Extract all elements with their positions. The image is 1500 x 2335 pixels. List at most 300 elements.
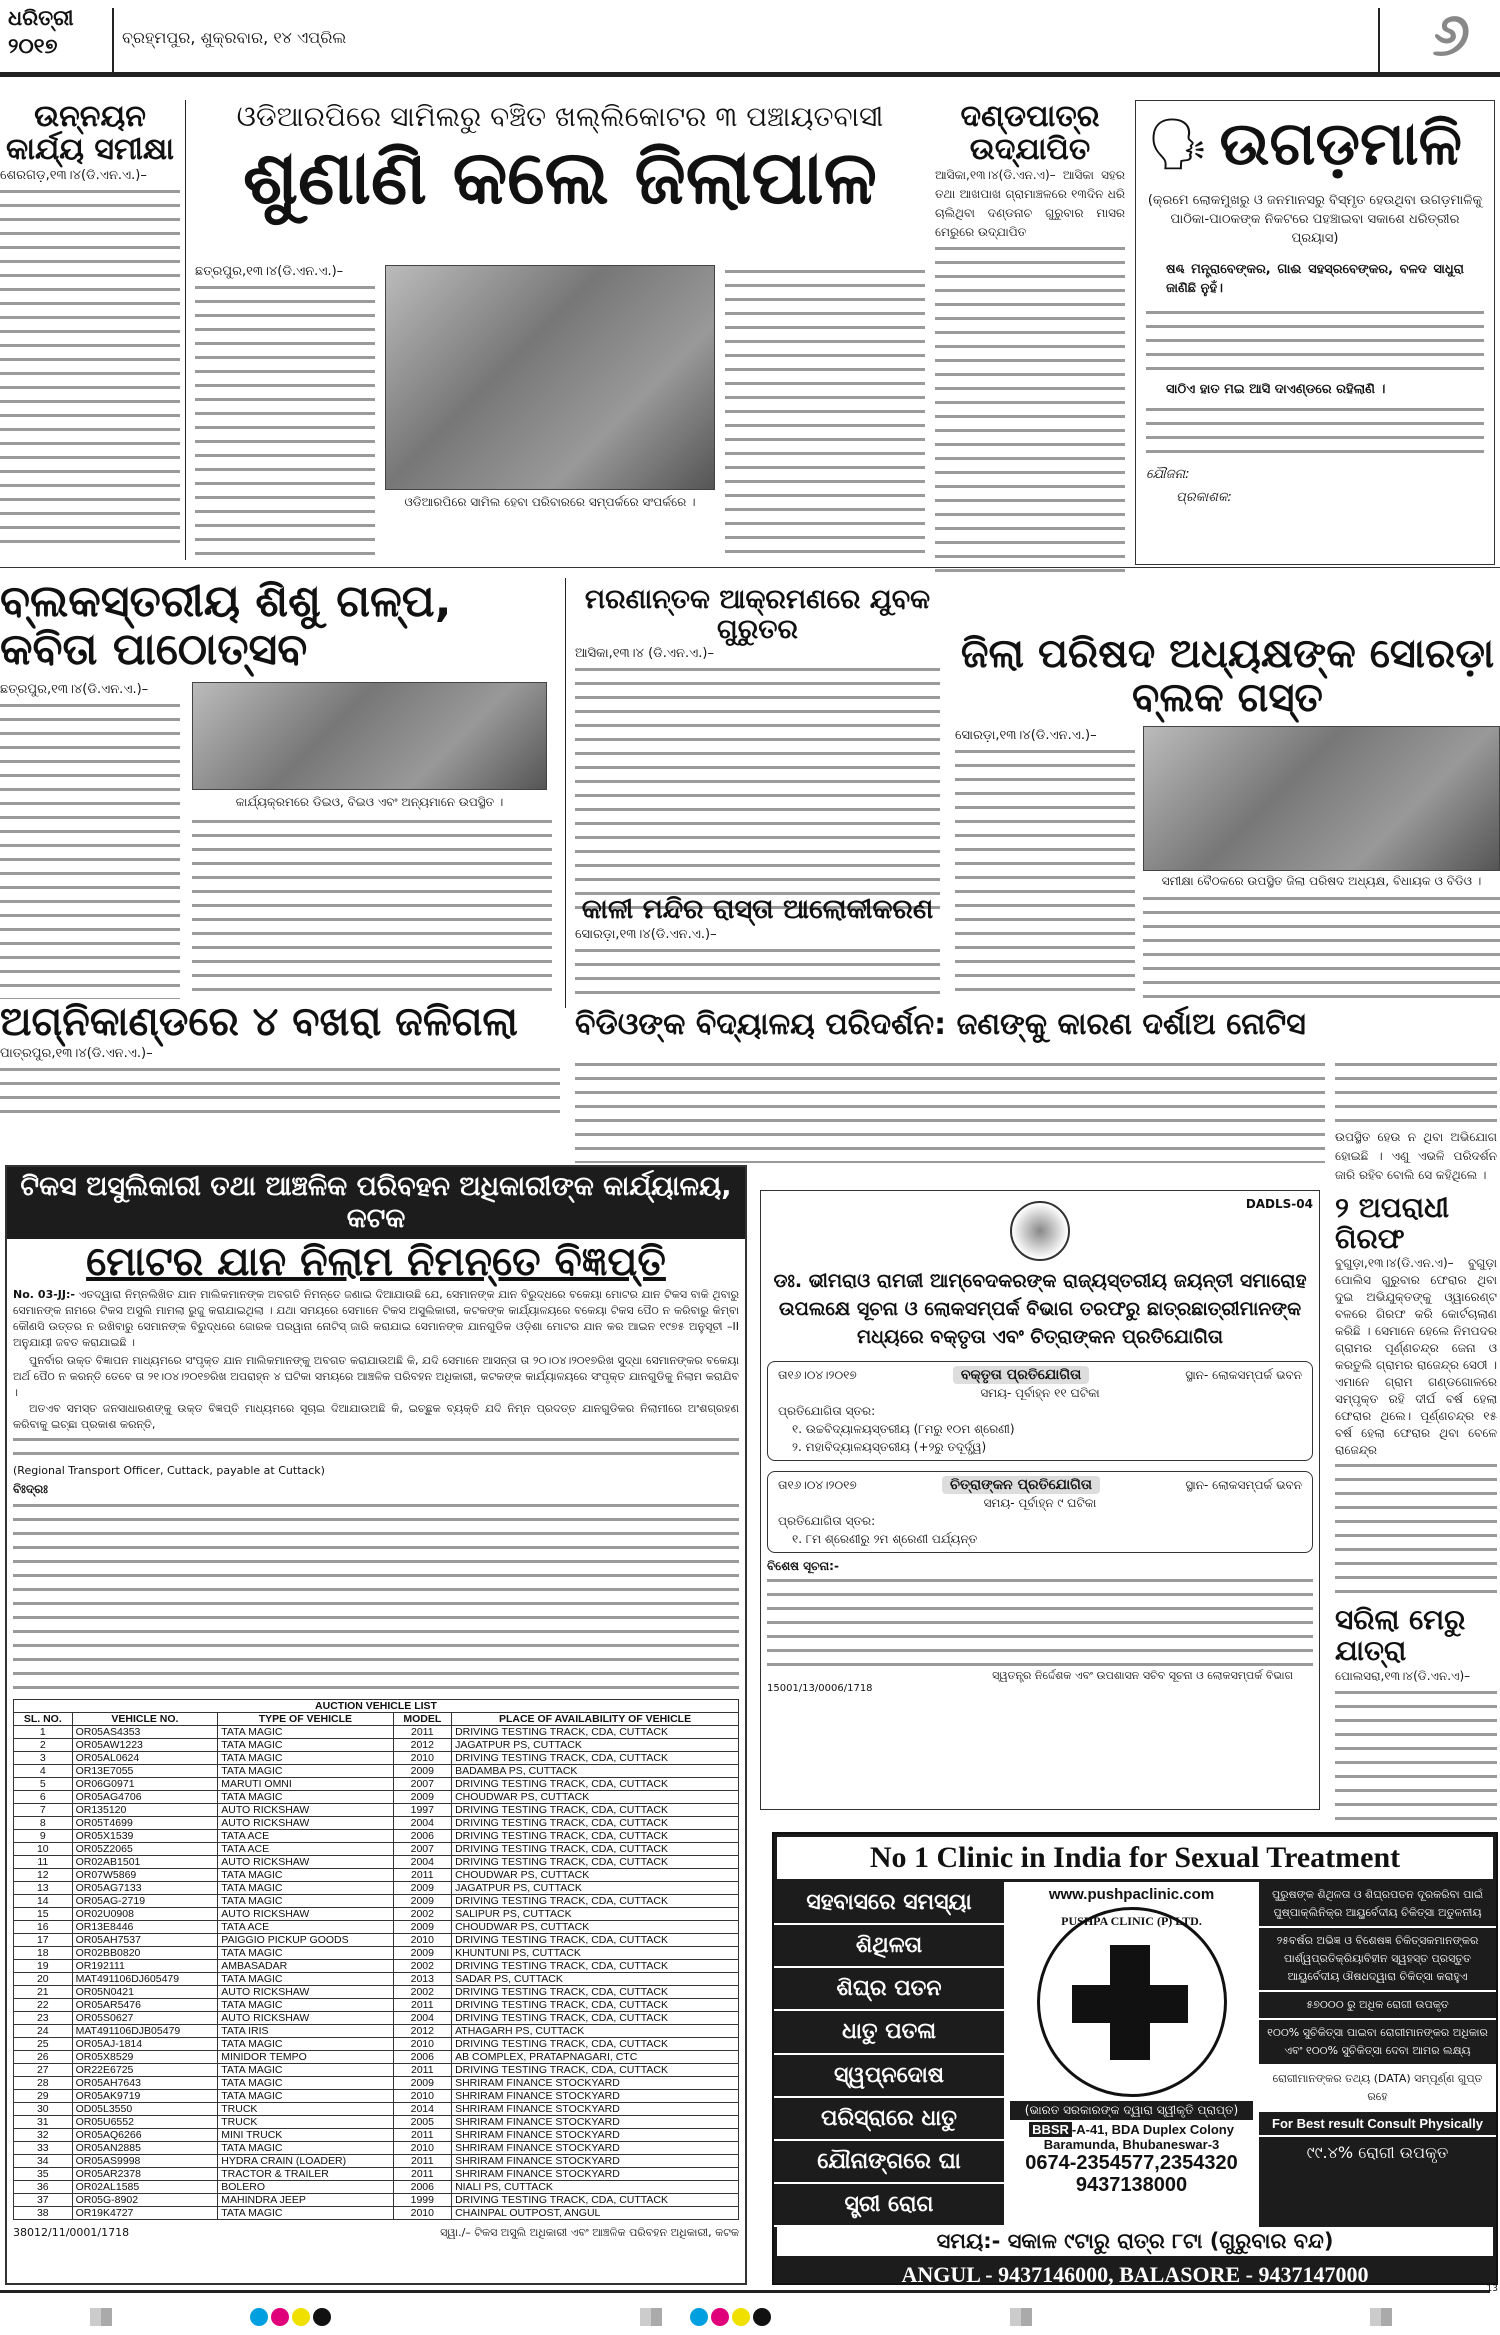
gray-swatch xyxy=(640,2308,662,2326)
notice-office: ଟିକସ ଅସୁଲିକାରୀ ତଥା ଆଞ୍ଚଳିକ ପରିବହନ ଅଧିକାରୀଙ୍କ କାର୍ଯ୍ୟାଳୟ, କଟକ xyxy=(7,1167,745,1239)
table-cell: OR05X8529 xyxy=(72,2051,218,2064)
table-cell: OR05U6552 xyxy=(72,2116,218,2129)
story-bdo-tail: ଉପସ୍ଥିତ ହେଉ ନ ଥିବା ଅଭିଯୋଗ ହୋଇଛି । ଏଣୁ ଏଭଳି ପରିଦର୍ଶନ ଜାରି ରହିବ ବୋଲି ସେ କହିଥିଲେ । xyxy=(1335,1130,1497,1183)
table-cell: 28 xyxy=(14,2077,73,2090)
claim-item: ୧୦୦% ସୁଚିକିତ୍ସା ପାଇବା ରୋଗୀମାନଙ୍କର ଅଧିକାର ଏବଂ ୧୦୦% ସୁଚିକିତ୍ସା ଦେବା ଆମର ଲକ୍ଷ୍ୟ xyxy=(1259,2020,1496,2066)
table-cell: DRIVING TESTING TRACK, CDA, CUTTACK xyxy=(452,2038,739,2051)
table-cell: 37 xyxy=(14,2194,73,2207)
table-cell: 2010 xyxy=(393,1934,452,1947)
table-cell: TATA IRIS xyxy=(218,2025,393,2038)
table-row xyxy=(14,1908,739,1921)
competition-name: ବକ୍ତୃତା ପ୍ରତିଯୋଗିତା xyxy=(953,1366,1089,1384)
table-cell: OR05AH7537 xyxy=(72,1934,218,1947)
problem-item: ଧାତୁ ପତଳା xyxy=(774,2011,1004,2054)
table-cell: 2002 xyxy=(393,1908,452,1921)
table-row xyxy=(14,2077,739,2090)
competition-time: ସମୟ- ପୂର୍ବାହ୍ନ ୧୧ ଘଟିକା xyxy=(980,1386,1100,1400)
table-cell: 10 xyxy=(14,1843,73,1856)
table-cell: PAIGGIO PICKUP GOODS xyxy=(218,1934,393,1947)
table-cell: CHOUDWAR PS, CUTTACK xyxy=(452,1869,739,1882)
gray-swatch xyxy=(1370,2308,1392,2326)
table-cell: 20 xyxy=(14,1973,73,1986)
text-column xyxy=(955,745,1135,1000)
table-row xyxy=(14,1817,739,1830)
pushpa-clinic-logo: PUSHPA CLINIC (P) LTD. xyxy=(1037,1907,1227,2097)
table-cell: SALIPUR PS, CUTTACK xyxy=(452,1908,739,1921)
divider xyxy=(1378,8,1380,72)
clinic-timing: ସମୟ:- ସକାଳ ୯ଟାରୁ ରାତ୍ର ୮ଟା (ଗୁରୁବାର ବନ୍ଦ) xyxy=(777,2227,1493,2256)
dateline: ଛତ୍ରପୁର,୧୩।୪(ଡି.ଏନ.ଏ.)– xyxy=(195,264,344,279)
rto-auction-notice: ଟିକସ ଅସୁଲିକାରୀ ତଥା ଆଞ୍ଚଳିକ ପରିବହନ ଅଧିକାରୀଙ୍କ କାର୍ଯ୍ୟାଳୟ, କଟକ ମୋଟର ଯାନ ନିଲାମ ନିମନ୍ତେ ବିଜ୍ଞପ୍ତି No. 03-JJ:- ଏତଦ୍ୱାରା ନିମ୍ନଲିଖିତ ଯାନ ମାଲିକମାନଙ୍କ ଅବଗତି ନିମନ୍ତେ ଜଣାଇ ଦିଆଯାଉଛି ଯେ, ସେମାନଙ୍କ ଯାନ ବିରୁଦ୍ଧରେ ବକେୟା ମୋଟର ଯାନ ଟିକସ ବାକି ଥିବାରୁ ସେମାନଙ୍କ ନାମରେ ଟିକସ ଅସୁଲି ମାମଲା ରୁଜୁ କରାଯାଇଥିଲା । ଯଥା ସମୟରେ ସେମାନେ ଟିକସ ଅସୁଲିକାରୀ, କଟକଙ୍କ କାର୍ଯ୍ୟାଳୟରେ ବକେୟା ଟିକସ ପୈଠ ନ କରିବାରୁ କିମ୍ବା କୌଣସି ଉତ୍ତର ନ ରଖିବାରୁ ସେମାନଙ୍କ ବିରୁଦ୍ଧରେ ଜୋରକ ପରୱାନା ନୋଟିସ୍ ଜାରି କରାଯାଇ ସେମାନଙ୍କ ଯାନଗୁଡିକ ଓଡ଼ିଶା ମୋଟର ଯାନ କର ଆଇନ ୧୯୭୫ ଅନୁସୂଚୀ –II ଅନୁଯାୟୀ ଜବତ କରାଯାଇଛି । ପୁନର୍ବାର ଉକ୍ତ ବିଜ୍ଞାପନ ମାଧ୍ୟମରେ ସଂପୃକ୍ତ ଯାନ ମାଲିକମାନଙ୍କୁ ଅବଗତ କରାଯାଉଅଛି କି, ଯଦି ସେମାନେ ଆସନ୍ତା ତା ୨୦।୦୪।୨୦୧୭ରିଖ ସୁଦ୍ଧା ସେମାନଙ୍କର ବକେୟା ଅର୍ଥ ପୈଠ ନ କରନ୍ତି ତେବେ ତା ୨୧।୦୪।୨୦୧୭ରିଖ ଅପରାହ୍ନ ୪ ଘଟିକା ସମୟରେ ଆଞ୍ଚଳିକ ପରିବହନ ଅଧିକାରୀ, କଟକଙ୍କ କାର୍ଯ୍ୟାଳୟରେ ସଂପୃକ୍ତ ଯାନଗୁଡିକୁ ନିଲାମ କରାଯିବ । ଅତଏବ ସମସ୍ତ ଜନସାଧାରଣଙ୍କୁ ଉକ୍ତ ବିଜ୍ଞପ୍ତି ମାଧ୍ୟମରେ ସୂଚାଇ ଦିଆଯାଉଅଛି କି, ଇଚ୍ଛୁକ ବ୍ୟକ୍ତି ଯଦି ନିମ୍ନ ପ୍ରଦତ୍ତ ଯାନଗୁଡିକର ନିଲାମୀରେ ଅଂଶଗ୍ରହଣ କରିବାକୁ ଇଚ୍ଛା ପ୍ରକାଶ କରନ୍ତି, (Regional Transport Officer, Cuttack, payable at Cuttack) ବିଃଦ୍ରଃ AUCTION VEHICLE LIST SL. NO. VEHICLE NO. TYPE OF VEHICLE MODEL PLACE OF AVAILABILITY OF VEHICLE 1 OR05AS4353 TATA MAGIC 2011 DRIVING TESTING TRACK, CDA, CUTTACK 2 OR05AW1223 TATA MAGIC 2012 JAGATPUR PS, CUTTACK 3 OR05AL0624 TATA MAGIC 2010 DRIVING TESTING TRACK, CDA, CUTTACK 4 OR13E7055 TATA MAGIC 2009 BADAMBA PS, CUTTACK 5 OR06G0971 MARUTI OMNI 2007 DRIVING TESTING TRACK, CDA, CUTTACK 6 OR05AG4706 TATA MAGIC 2009 CHOUDWAR PS, CUTTACK 7 OR135120 AUTO RICKSHAW 1997 DRIVING TESTING TRACK, CDA, CUTTACK 8 OR05T4699 AUTO RICKSHAW 2004 DRIVING TESTING TRACK, CDA, CUTTACK 9 OR05X1539 TATA ACE 2006 DRIVING TESTING TRACK, CDA, CUTTACK 10 OR05Z2065 TATA ACE 2007 DRIVING TESTING TRACK, CDA, CUTTACK 11 OR02AB1501 AUTO RICKSHAW 2004 DRIVING TESTING TRACK, CDA, CUTTACK 12 OR07W5869 TATA MAGIC 2011 CHOUDWAR PS, CUTTACK 13 OR05AG7133 TATA MAGIC 2009 JAGATPUR PS, CUTTACK 14 OR05AG-2719 TATA MAGIC 2009 DRIVING TESTING TRACK, CDA, CUTTACK 15 OR02U0908 AUTO RICKSHAW 2002 SALIPUR PS, CUTTACK 16 OR13E8446 TATA ACE 2009 CHOUDWAR PS, CUTTACK 17 OR05AH7537 PAIGGIO PICKUP GOODS 2010 DRIVING TESTING TRACK, CDA, CUTTACK 18 OR02BB0820 TATA MAGIC 2009 KHUNTUNI PS, CUTTACK 19 OR192111 AMBASADAR 2002 DRIVING TESTING TRACK, CDA, CUTTACK 20 MAT491106DJ605479 TATA MAGIC 2013 SADAR PS, CUTTACK 21 OR05N0421 AUTO RICKSHAW 2002 DRIVING TESTING TRACK, CDA, CUTTACK 22 OR05AR5476 TATA MAGIC 2011 DRIVING TESTING TRACK, CDA, CUTTACK 23 OR05S0627 AUTO RICKSHAW 2004 DRIVING TESTING TRACK, CDA, CUTTACK 24 MAT491106DJB05479 TATA IRIS 2012 ATHAGARH PS, CUTTACK 25 OR05AJ-1814 TATA MAGIC 2010 DRIVING TESTING TRACK, CDA, CUTTACK 26 OR05X8529 MINIDOR TEMPO 2006 AB COMPLEX, PRATAPNAGARI, CTC 27 OR22E6725 TATA MAGIC 2011 DRIVING TESTING TRACK, CDA, CUTTACK 28 OR05AH7643 TATA MAGIC 2009 SHRIRAM FINANCE STOCKYARD 29 OR05AK9719 TATA MAGIC 2010 SHRIRAM FINANCE STOCKYARD 30 OD05L3550 TRUCK 2014 SHRIRAM FINANCE STOCKYARD 31 OR05U6552 TRUCK 2005 SHRIRAM FINANCE STOCKYARD 32 OR05AQ6266 MINI TRUCK 2011 SHRIRAM FINANCE STOCKYARD 33 OR05AN2885 TATA MAGIC 2010 SHRIRAM FINANCE STOCKYARD 34 OR05AS9998 HYDRA CRAIN (LOADER) 2011 SHRIRAM FINANCE STOCKYARD 35 OR05AR2378 TRACTOR & TRAILER 2011 SHRIRAM FINANCE STOCKYARD 36 OR02AL1585 BOLERO 2006 NIALI PS, CUTTACK 37 OR05G-8902 MAHINDRA JEEP 1999 DRIVING TESTING TRACK, CDA, CUTTACK 38 OR19K4727 TATA MAGIC 2010 CHAINPAL OUTPOST, ANGUL 38012/11/0001/1718 ସ୍ୱା./– ଟିକସ ଅସୁଲି ଅଧିକାରୀ ଏବଂ ଆଞ୍ଚଳିକ ପରିବହନ ଅଧିକାରୀ, କଟକ xyxy=(5,1165,747,2285)
column-header: SL. NO. xyxy=(14,1713,73,1726)
table-cell: 2009 xyxy=(393,2077,452,2090)
divider xyxy=(185,100,186,560)
table-cell: DRIVING TESTING TRACK, CDA, CUTTACK xyxy=(452,1895,739,1908)
table-cell: OR05S0627 xyxy=(72,2012,218,2025)
table-cell: DRIVING TESTING TRACK, CDA, CUTTACK xyxy=(452,2064,739,2077)
table-cell: AB COMPLEX, PRATAPNAGARI, CTC xyxy=(452,2051,739,2064)
table-cell: MAT491106DJB05479 xyxy=(72,2025,218,2038)
competition-box xyxy=(767,1361,1313,1461)
table-row xyxy=(14,1726,739,1739)
story-bdo xyxy=(575,1008,1500,1041)
text-column xyxy=(575,1058,1325,1163)
consult-note: For Best result Consult Physically xyxy=(1259,2112,1496,2137)
table-row xyxy=(14,1739,739,1752)
table-cell: TATA MAGIC xyxy=(218,1726,393,1739)
table-row xyxy=(14,1986,739,1999)
table-cell: DRIVING TESTING TRACK, CDA, CUTTACK xyxy=(452,1856,739,1869)
table-cell: 8 xyxy=(14,1817,73,1830)
text-column xyxy=(1146,306,1484,376)
table-cell: OR13E7055 xyxy=(72,1765,218,1778)
table-row xyxy=(14,2064,739,2077)
table-cell: DRIVING TESTING TRACK, CDA, CUTTACK xyxy=(452,1752,739,1765)
table-row xyxy=(14,1999,739,2012)
table-row xyxy=(14,2168,739,2181)
table-cell: OR05AG-2719 xyxy=(72,1895,218,1908)
right-column xyxy=(1335,1058,1497,1826)
registration-dot xyxy=(250,2308,268,2326)
table-cell: OR05AJ-1814 xyxy=(72,2038,218,2051)
table-row xyxy=(14,2129,739,2142)
level-label: ପ୍ରତିଯୋଗିତା ସ୍ତର: xyxy=(778,1514,876,1528)
table-cell: 15 xyxy=(14,1908,73,1921)
photo-caption: ଓଡିଆରପିରେ ସାମିଲ ହେବା ପରିବାରରେ ସମ୍ପର୍କରେ ସଂପର୍କରେ । xyxy=(404,495,696,509)
table-cell: 11 xyxy=(14,1856,73,1869)
dateline: ସୋରଡ଼ା,୧୩।୪(ଡି.ଏନ.ଏ.)– xyxy=(955,728,1097,743)
photo-children xyxy=(192,682,547,790)
table-cell: OR22E6725 xyxy=(72,2064,218,2077)
text-column xyxy=(1146,403,1484,463)
claim-item: ୫୭୦୦୦ ରୁ ଅଧିକ ରୋଗୀ ଉପକୃତ xyxy=(1259,1992,1496,2020)
registration-dot xyxy=(753,2308,771,2326)
table-cell: OR192111 xyxy=(72,1960,218,1973)
table-cell: SHRIRAM FINANCE STOCKYARD xyxy=(452,2168,739,2181)
competition-time: ସମୟ- ପୂର୍ବାହ୍ନ ୯ ଘଟିକା xyxy=(983,1496,1097,1510)
registration-dot xyxy=(313,2308,331,2326)
table-cell: 2009 xyxy=(393,1921,452,1934)
odisha-emblem-icon xyxy=(1010,1201,1070,1261)
story-zilla-parishad xyxy=(955,632,1500,1000)
table-cell: TATA MAGIC xyxy=(218,2142,393,2155)
headline: ଶୁଣାଣି କଲେ ଜିଲାପାଳ xyxy=(243,135,877,221)
table-row xyxy=(14,1947,739,1960)
clinic-logo-panel: www.pushpaclinic.com PUSHPA CLINIC (P) LTD. (ଭାରତ ସରକାରଙ୍କ ଦ୍ୱାରା ସ୍ୱୀକୃତି ପ୍ରାପ୍ତ) BBSR -A-41, BDA Duplex Colony Baramunda, Bhubaneswar-3 0674-2354577,2354320 9437138000 xyxy=(1004,1882,1259,2227)
headline: ବିଡିଓଙ୍କ ବିଦ୍ୟାଳୟ ପରିଦର୍ଶନ: ଜଣଙ୍କୁ କାରଣ ଦର୍ଶାଅ ନୋଟିସ xyxy=(575,1007,1306,1042)
headline: ଅଗ୍ନିକାଣ୍ଡରେ ୪ ବଖରା ଜଳିଗଲା xyxy=(0,999,518,1045)
story-meru xyxy=(1335,1605,1497,1686)
text-column xyxy=(1143,892,1500,1000)
page-number: ୬ xyxy=(1432,0,1470,70)
table-cell: CHOUDWAR PS, CUTTACK xyxy=(452,1791,739,1804)
table-cell: TATA MAGIC xyxy=(218,1973,393,1986)
table-cell: TATA MAGIC xyxy=(218,2090,393,2103)
table-row xyxy=(14,2207,739,2220)
table-row xyxy=(14,2155,739,2168)
text-column xyxy=(13,1433,739,1461)
table-cell: 2010 xyxy=(393,2038,452,2051)
table-cell: 16 xyxy=(14,1921,73,1934)
table-cell: OR05AR5476 xyxy=(72,1999,218,2012)
headline: କାଳୀ ମନ୍ଦିର ରାସ୍ତା ଆଲୋକୀକରଣ xyxy=(581,894,934,925)
table-row xyxy=(14,1934,739,1947)
problem-item: ସ୍ତ୍ରୀ ରୋଗ xyxy=(774,2184,1004,2227)
text-column xyxy=(1335,1686,1497,1826)
table-cell: ATHAGARH PS, CUTTACK xyxy=(452,2025,739,2038)
headline: ବ୍ଲକସ୍ତରୀୟ ଶିଶୁ ଗଳ୍ପ, କବିତା ପାଠୋତ୍ସବ xyxy=(0,576,452,676)
notice-title: ମୋଟର ଯାନ ନିଲାମ ନିମନ୍ତେ ବିଜ୍ଞପ୍ତି xyxy=(86,1239,666,1285)
clinic-branches: ANGUL - 9437146000, BALASORE - 9437147000 xyxy=(901,2262,1369,2287)
table-cell: TATA ACE xyxy=(218,1830,393,1843)
masthead-logo xyxy=(8,4,108,60)
text-column xyxy=(935,242,1125,572)
table-cell: 2011 xyxy=(393,1869,452,1882)
competition-name: ଚିତ୍ରାଙ୍କନ ପ୍ରତିଯୋଗିତା xyxy=(942,1476,1100,1494)
table-cell: OR05AQ6266 xyxy=(72,2129,218,2142)
text-column xyxy=(767,1574,1313,1669)
phone-number: 0674-2354577,2354320 xyxy=(1025,2152,1238,2174)
kicker: ଓଡିଆରପିରେ ସାମିଲରୁ ବଞ୍ଚିତ ଖଲ୍ଲିକୋଟର ୩ ପଞ୍ଚାୟତବାସୀ xyxy=(236,100,884,133)
table-row xyxy=(14,1960,739,1973)
table-cell: DRIVING TESTING TRACK, CDA, CUTTACK xyxy=(452,1830,739,1843)
table-cell: SHRIRAM FINANCE STOCKYARD xyxy=(452,2103,739,2116)
table-row xyxy=(14,1856,739,1869)
table-cell: MAHINDRA JEEP xyxy=(218,2194,393,2207)
table-cell: OR05G-8902 xyxy=(72,2194,218,2207)
notice-title: ଡଃ. ଭୀମରାଓ ରାମଜୀ ଆମ୍ବେଦକରଙ୍କ ରାଜ୍ୟସ୍ତରୀୟ ଜୟନ୍ତୀ ସମାରୋହ ଉପଲକ୍ଷେ ସୂଚନା ଓ ଲୋକସମ୍ପର୍କ ବିଭାଗ ତରଫରୁ ଛାତ୍ରଛାତ୍ରୀମାନଙ୍କ ମଧ୍ୟରେ ବକ୍ତୃତା ଏବଂ ଚିତ୍ରାଙ୍କନ ପ୍ରତିଯୋଗିତା xyxy=(773,1270,1307,1348)
column-header: VEHICLE NO. xyxy=(72,1713,218,1726)
table-row xyxy=(14,1752,739,1765)
text-column xyxy=(0,699,180,999)
masthead-title: ଧରିତ୍ରୀ xyxy=(8,6,74,30)
table-cell: 2010 xyxy=(393,2207,452,2220)
story-children-festival xyxy=(0,578,560,675)
table-cell: DRIVING TESTING TRACK, CDA, CUTTACK xyxy=(452,2194,739,2207)
table-cell: 4 xyxy=(14,1765,73,1778)
table-cell: TRUCK xyxy=(218,2103,393,2116)
table-cell: 34 xyxy=(14,2155,73,2168)
level-item: ୧. ଉଚ୍ଚବିଦ୍ୟାଳୟସ୍ତରୀୟ (୮ମରୁ ୧୦ମ ଶ୍ରେଣୀ) xyxy=(792,1422,1015,1436)
table-cell: 2011 xyxy=(393,1999,452,2012)
table-row xyxy=(14,1804,739,1817)
table-cell: OR02BB0820 xyxy=(72,1947,218,1960)
table-cell: JAGATPUR PS, CUTTACK xyxy=(452,1882,739,1895)
table-row xyxy=(14,2025,739,2038)
clinic-advertisement xyxy=(772,1832,1498,2285)
table-cell: 32 xyxy=(14,2129,73,2142)
table-row xyxy=(14,1921,739,1934)
table-cell: 23 xyxy=(14,2012,73,2025)
table-cell: 2010 xyxy=(393,1752,452,1765)
table-cell: 5 xyxy=(14,1778,73,1791)
table-cell: 2006 xyxy=(393,2051,452,2064)
ugadamali-box: 🗣 ଉଗଡ଼ମାଳି (କ୍ରମେ ଲୋକମୁଖରୁ ଓ ଜନମାନସରୁ ବିସ୍ମୃତ ହେଉଥିବା ଉଗଡ଼ମାଳିକୁ ପାଠିକା-ପାଠକଙ୍କ ନିକଟରେ ପହଞ୍ଚାଇବା ସକାଶେ ଧରିତ୍ରୀର ପ୍ରୟାସ) ଷଣ୍ଢ ମନ୍ତ୍ରାବେଙ୍କର, ଗାଈ ସହସ୍ରବେଙ୍କର, ବଳଦ ସାଧୁରା ଜାଣିଛି ନୁହଁ। ସାଠିଏ ହାତ ମଇ ଆସି ଦାଏଣ୍ଡରେ ରହିଲାଣି । ଯୌଜନା: ପ୍ରକାଶକ: xyxy=(1135,100,1495,565)
ad-code: DADLS-04 xyxy=(1245,1197,1313,1211)
text-column xyxy=(0,185,180,545)
table-cell: 13 xyxy=(14,1882,73,1895)
claim-item: ୨୫ବର୍ଷର ଅଭିଜ୍ଞ ଓ ବିଶେଷଜ୍ଞ ଚିକିତ୍ସକମାନଙ୍କର ପାର୍ଶ୍ୱପ୍ରତିକ୍ରିୟାବିହୀନ ସ୍ୱହସ୍ତ ପ୍ରସ୍ତୁତ ଆୟୁର୍ବେଦୀୟ ଔଷଧଦ୍ୱାରା ଚିକିତ୍ସା କରାହୁଏ xyxy=(1259,1928,1496,1992)
table-cell: 2002 xyxy=(393,1960,452,1973)
claim-item: ପୁରୁଷଙ୍କ ଶିଥିଳତା ଓ ଶିଘ୍ରପତନ ଦୂରକରିବା ପାଇଁ ପୁଷ୍ପାକ୍ଲିନିକ୍‌ର ଆୟୁର୍ବେଦୀୟ ଚିକିତ୍ସା ଅତୁଳନୀୟ xyxy=(1259,1882,1496,1928)
table-cell: OR05AS4353 xyxy=(72,1726,218,1739)
text-column xyxy=(13,1499,739,1699)
table-cell: 2004 xyxy=(393,2012,452,2025)
story-dandapatra: ଦଣ୍ଡପାତ୍ର ଉଦ୍‌ଯାପିତ ଆସିକା,୧୩।୪(ଡି.ଏନ.ଏ)– ଆସିକା ସହର ତଥା ଆଖପାଖ ଗ୍ରାମାଞ୍ଚଳରେ ୧୩ଦିନ ଧରି ଚାଲିଥିବା ଦଣ୍ଡନାଚ ଗୁରୁବାର ମାସର ମେରୁରେ ଉଦ୍‌ଯାପିତ xyxy=(935,100,1125,572)
problem-item: ଯୌନାଙ୍ଗରେ ଘା xyxy=(774,2141,1004,2184)
table-cell: TRACTOR & TRAILER xyxy=(218,2168,393,2181)
table-cell: SHRIRAM FINANCE STOCKYARD xyxy=(452,2142,739,2155)
table-cell: MINIDOR TEMPO xyxy=(218,2051,393,2064)
table-cell: OR05AW1223 xyxy=(72,1739,218,1752)
table-cell: CHOUDWAR PS, CUTTACK xyxy=(452,1921,739,1934)
table-cell: 27 xyxy=(14,2064,73,2077)
headline: ଦଣ୍ଡପାତ୍ର ଉଦ୍‌ଯାପିତ xyxy=(960,99,1100,167)
table-row xyxy=(14,2181,739,2194)
table-cell: 14 xyxy=(14,1895,73,1908)
table-cell: 2011 xyxy=(393,2129,452,2142)
story-hearing-body xyxy=(195,262,375,556)
table-cell: 18 xyxy=(14,1947,73,1960)
table-row xyxy=(14,1830,739,1843)
story-attack: ମରଣାନ୍ତକ ଆକ୍ରମଣରେ ଯୁବକ ଗୁରୁତର ଆସିକା,୧୩।୪ (ଡି.ଏନ.ଏ.)– xyxy=(575,585,940,918)
column-header: MODEL xyxy=(393,1713,452,1726)
sheet-number: 13 xyxy=(1486,2284,1498,2294)
text-column xyxy=(0,1063,560,1123)
table-cell: OD05L3550 xyxy=(72,2103,218,2116)
dateline: ପୋଲସରା,୧୩।୪(ଡି.ଏନ.ଏ)– xyxy=(1335,1668,1471,1683)
table-row xyxy=(14,1895,739,1908)
table-cell: 2010 xyxy=(393,2142,452,2155)
table-cell: TATA MAGIC xyxy=(218,2038,393,2051)
table-row xyxy=(14,1882,739,1895)
table-cell: SHRIRAM FINANCE STOCKYARD xyxy=(452,2090,739,2103)
table-cell: 26 xyxy=(14,2051,73,2064)
competition-date: ତା୧୬।୦୪।୨୦୧୭ xyxy=(778,1478,857,1492)
table-cell: 30 xyxy=(14,2103,73,2116)
table-cell: OR05AL0624 xyxy=(72,1752,218,1765)
table-cell: BOLERO xyxy=(218,2181,393,2194)
table-cell: 2004 xyxy=(393,1817,452,1830)
headline: ମରଣାନ୍ତକ ଆକ୍ରମଣରେ ଯୁବକ ଗୁରୁତର xyxy=(584,584,931,645)
table-cell: DRIVING TESTING TRACK, CDA, CUTTACK xyxy=(452,1934,739,1947)
table-cell: OR05T4699 xyxy=(72,1817,218,1830)
photo-caption: କାର୍ଯ୍ୟକ୍ରମରେ ଡିଇଓ, ବିଇଓ ଏବଂ ଅନ୍ୟମାନେ ଉପସ୍ଥିତ । xyxy=(235,795,504,809)
problem-item: ଶିଘ୍ର ପତନ xyxy=(774,1968,1004,2011)
table-cell: 2006 xyxy=(393,1830,452,1843)
table-cell: SHRIRAM FINANCE STOCKYARD xyxy=(452,2129,739,2142)
competition-venue: ସ୍ଥାନ- ଲୋକସମ୍ପର୍କ ଭବନ xyxy=(1185,1368,1302,1382)
table-cell: DRIVING TESTING TRACK, CDA, CUTTACK xyxy=(452,1778,739,1791)
table-cell: AUTO RICKSHAW xyxy=(218,1908,393,1921)
dateline: ଶେରଗଡ଼,୧୩।୪(ଡି.ଏନ.ଏ.)– xyxy=(0,168,147,183)
problem-item: ପରିସ୍ରାରେ ଧାତୁ xyxy=(774,2098,1004,2141)
table-cell: 2011 xyxy=(393,2064,452,2077)
headline: ଉନ୍ନୟନ କାର୍ଯ୍ୟ ସମୀକ୍ଷା xyxy=(5,99,175,167)
table-cell: DRIVING TESTING TRACK, CDA, CUTTACK xyxy=(452,1999,739,2012)
headline: ସରିଲା ମେରୁ ଯାତ୍ରା xyxy=(1335,1603,1466,1667)
table-cell: SADAR PS, CUTTACK xyxy=(452,1973,739,1986)
table-cell: MARUTI OMNI xyxy=(218,1778,393,1791)
table-cell: AUTO RICKSHAW xyxy=(218,2012,393,2025)
table-cell: 2009 xyxy=(393,1947,452,1960)
table-row xyxy=(14,1843,739,1856)
table-cell: 2009 xyxy=(393,1765,452,1778)
table-cell: DRIVING TESTING TRACK, CDA, CUTTACK xyxy=(452,2012,739,2025)
website-link: www.pushpaclinic.com xyxy=(1048,1886,1215,1903)
header-rule xyxy=(0,72,1500,77)
photo-meeting xyxy=(1143,726,1500,871)
problem-item: ଶିଥିଳତା xyxy=(774,1925,1004,1968)
table-cell: TATA MAGIC xyxy=(218,1947,393,1960)
table-cell: DRIVING TESTING TRACK, CDA, CUTTACK xyxy=(452,1817,739,1830)
table-row xyxy=(14,2116,739,2129)
problem-item: ସହବାସରେ ସମସ୍ୟା xyxy=(774,1882,1004,1925)
table-row xyxy=(14,1791,739,1804)
table-cell: 1 xyxy=(14,1726,73,1739)
headline: ଜିଲା ପରିଷଦ ଅଧ୍ୟକ୍ଷଙ୍କ ସୋରଡ଼ା ବ୍ଲକ ଗସ୍ତ xyxy=(960,632,1495,721)
table-cell: 33 xyxy=(14,2142,73,2155)
table-cell: 3 xyxy=(14,1752,73,1765)
auction-vehicle-table xyxy=(13,1699,739,2220)
registration-dot xyxy=(711,2308,729,2326)
notice-ref: 38012/11/0001/1718 xyxy=(13,2226,130,2239)
table-row xyxy=(14,1973,739,1986)
table-cell: OR135120 xyxy=(72,1804,218,1817)
table-cell: OR05X1539 xyxy=(72,1830,218,1843)
dateline: ଛତ୍ରପୁର,୧୩।୪(ଡି.ଏନ.ଏ.)– xyxy=(0,682,149,697)
masthead-year: ୨୦୧୭ xyxy=(8,34,58,58)
table-cell: 2012 xyxy=(393,1739,452,1752)
table-cell: OR02AB1501 xyxy=(72,1856,218,1869)
table-cell: TATA MAGIC xyxy=(218,1895,393,1908)
competition-box xyxy=(767,1471,1313,1553)
table-cell: OR05AN2885 xyxy=(72,2142,218,2155)
table-cell: TATA MAGIC xyxy=(218,2077,393,2090)
story-fire: ଅଗ୍ନିକାଣ୍ଡରେ ୪ ବଖରା ଜଳିଗଲା ପାତ୍ରପୁର,୧୩।୪(ଡି.ଏନ.ଏ.)– xyxy=(0,1000,560,1123)
table-cell: OR02AL1585 xyxy=(72,2181,218,2194)
table-cell: TATA MAGIC xyxy=(218,1765,393,1778)
problem-item: ସ୍ୱପ୍ନଦୋଷ xyxy=(774,2055,1004,2098)
table-cell: OR05AR2378 xyxy=(72,2168,218,2181)
photo-villagers xyxy=(385,265,715,490)
table-cell: TATA ACE xyxy=(218,1843,393,1856)
table-cell: 31 xyxy=(14,2116,73,2129)
table-row xyxy=(14,2194,739,2207)
text-column xyxy=(725,265,925,555)
table-cell: TATA MAGIC xyxy=(218,1999,393,2012)
competition-date: ତା୧୬।୦୪।୨୦୧୭ xyxy=(778,1368,857,1382)
table-cell: OR05AG7133 xyxy=(72,1882,218,1895)
table-cell: JAGATPUR PS, CUTTACK xyxy=(452,1739,739,1752)
table-cell: 2009 xyxy=(393,1791,452,1804)
dateline: ବ୍ରହ୍ମପୁର, ଶୁକ୍ରବାର, ୧୪ ଏପ୍ରିଲ xyxy=(122,28,347,47)
dadls-notice: DADLS-04 ଡଃ. ଭୀମରାଓ ରାମଜୀ ଆମ୍ବେଦକରଙ୍କ ରାଜ୍ୟସ୍ତରୀୟ ଜୟନ୍ତୀ ସମାରୋହ ଉପଲକ୍ଷେ ସୂଚନା ଓ ଲୋକସମ୍ପର୍କ ବିଭାଗ ତରଫରୁ ଛାତ୍ରଛାତ୍ରୀମାନଙ୍କ ମଧ୍ୟରେ ବକ୍ତୃତା ଏବଂ ଚିତ୍ରାଙ୍କନ ପ୍ରତିଯୋଗିତା ତା୧୬।୦୪।୨୦୧୭ ବକ୍ତୃତା ପ୍ରତିଯୋଗିତା ସ୍ଥାନ- ଲୋକସମ୍ପର୍କ ଭବନ ସମୟ- ପୂର୍ବାହ୍ନ ୧୧ ଘଟିକା ପ୍ରତିଯୋଗିତା ସ୍ତର: ୧. ଉଚ୍ଚବିଦ୍ୟାଳୟସ୍ତରୀୟ (୮ମରୁ ୧୦ମ ଶ୍ରେଣୀ) ୨. ମହାବିଦ୍ୟାଳୟସ୍ତରୀୟ (+୨ରୁ ତଦୂର୍ଦ୍ଧ୍ୱ) ତା୧୬।୦୪।୨୦୧୭ ଚିତ୍ରାଙ୍କନ ପ୍ରତିଯୋଗିତା ସ୍ଥାନ- ଲୋକସମ୍ପର୍କ ଭବନ ସମୟ- ପୂର୍ବାହ୍ନ ୯ ଘଟିକା ପ୍ରତିଯୋଗିତା ସ୍ତର: ୧. ୮ମ ଶ୍ରେଣୀରୁ ୨ମ ଶ୍ରେଣୀ ପର୍ଯ୍ୟନ୍ତ ବିଶେଷ ସୂଚନା:- ସ୍ୱତନ୍ତ୍ର ନିର୍ଦ୍ଦେଶକ ଏବଂ ଉପଶାସନ ସଚିବ ସୂଚନା ଓ ଲୋକସମ୍ପର୍କ ବିଭାଗ 15001/13/0006/1718 xyxy=(760,1190,1320,1810)
table-row xyxy=(14,1765,739,1778)
table-cell: OR05AK9719 xyxy=(72,2090,218,2103)
phone-number: 9437138000 xyxy=(1075,2174,1188,2196)
table-cell: 2011 xyxy=(393,2155,452,2168)
story-hearing xyxy=(195,100,925,219)
table-cell: TATA MAGIC xyxy=(218,1791,393,1804)
table-title: AUCTION VEHICLE LIST xyxy=(14,1700,739,1713)
headline: ୨ ଅପରାଧୀ ଗିରଫ xyxy=(1335,1191,1450,1255)
table-cell: AUTO RICKSHAW xyxy=(218,1817,393,1830)
story-review xyxy=(0,100,180,545)
column-title: ଉଗଡ଼ମାଳି xyxy=(1219,109,1462,179)
table-cell: 19 xyxy=(14,1960,73,1973)
gray-swatch xyxy=(1010,2308,1032,2326)
table-row xyxy=(14,2038,739,2051)
divider xyxy=(565,578,566,1008)
photo-caption: ସମୀକ୍ଷା ବୈଠକରେ ଉପସ୍ଥିତ ଜିଲା ପରିଷଦ ଅଧ୍ୟକ୍ଷ, ବିଧାୟକ ଓ ବିଡିଓ । xyxy=(1161,874,1482,888)
table-cell: 25 xyxy=(14,2038,73,2051)
level-item: ୧. ୮ମ ଶ୍ରେଣୀରୁ ୨ମ ଶ୍ରେଣୀ ପର୍ଯ୍ୟନ୍ତ xyxy=(792,1532,978,1546)
table-cell: TATA MAGIC xyxy=(218,2064,393,2077)
success-rate: ୯୯.୪% ରୋଗୀ ଉପକୃତ xyxy=(1306,2143,1449,2162)
claim-item: ରୋଗୀମାନଙ୍କର ତଥ୍ୟ (DATA) ସମ୍ପୂର୍ଣ୍ଣ ଗୁପ୍ତ ରହେ xyxy=(1259,2066,1496,2112)
text-column xyxy=(195,281,375,556)
table-cell: CHAINPAL OUTPOST, ANGUL xyxy=(452,2207,739,2220)
table-cell: TATA MAGIC xyxy=(218,1882,393,1895)
table-cell: 6 xyxy=(14,1791,73,1804)
table-cell: TATA MAGIC xyxy=(218,1739,393,1752)
table-cell: 2009 xyxy=(393,1895,452,1908)
registration-dot xyxy=(271,2308,289,2326)
table-cell: 2011 xyxy=(393,1726,452,1739)
table-cell: SHRIRAM FINANCE STOCKYARD xyxy=(452,2155,739,2168)
table-cell: OR05AH7643 xyxy=(72,2077,218,2090)
table-row xyxy=(14,2051,739,2064)
table-cell: SHRIRAM FINANCE STOCKYARD xyxy=(452,2077,739,2090)
table-cell: OR06G0971 xyxy=(72,1778,218,1791)
table-cell: 36 xyxy=(14,2181,73,2194)
table-cell: 1997 xyxy=(393,1804,452,1817)
table-cell: NIALI PS, CUTTACK xyxy=(452,2181,739,2194)
table-cell: KHUNTUNI PS, CUTTACK xyxy=(452,1947,739,1960)
table-row xyxy=(14,2142,739,2155)
table-cell: 2014 xyxy=(393,2103,452,2116)
ad-headline: No 1 Clinic in India for Sexual Treatment xyxy=(777,1837,1493,1879)
table-cell: DRIVING TESTING TRACK, CDA, CUTTACK xyxy=(452,1726,739,1739)
table-cell: 2004 xyxy=(393,1856,452,1869)
notice-number: No. 03-JJ:- xyxy=(13,1288,75,1301)
faces-illustration-icon: 🗣 xyxy=(1146,114,1210,173)
table-cell: OR19K4727 xyxy=(72,2207,218,2220)
table-cell: HYDRA CRAIN (LOADER) xyxy=(218,2155,393,2168)
table-cell: MAT491106DJ605479 xyxy=(72,1973,218,1986)
table-cell: OR07W5869 xyxy=(72,1869,218,1882)
